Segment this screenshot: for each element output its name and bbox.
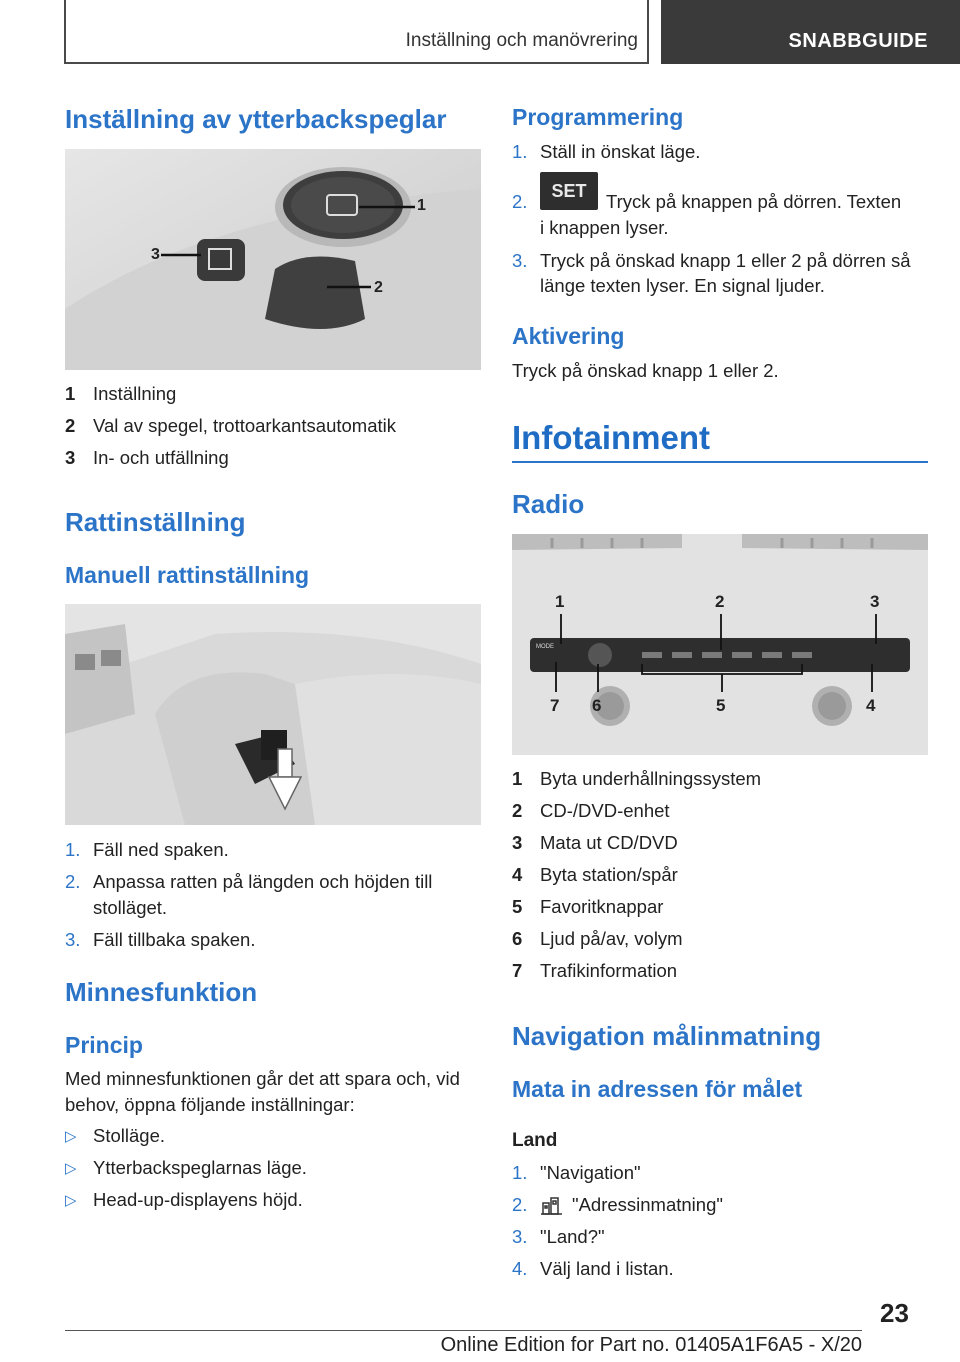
radio-callout-7: 7 [550, 696, 560, 715]
mirror-legend-3 [65, 445, 229, 471]
legend-key: 7 [512, 960, 523, 981]
steering-subheading: Manuell rattinställning [65, 562, 310, 588]
legend-key: 3 [512, 832, 523, 853]
page-number: 23 [880, 1298, 909, 1328]
programming-heading: Programmering [512, 104, 684, 130]
nav-step-1 [512, 1160, 641, 1186]
bullet-text: Ytterbackspeglarnas läge. [93, 1157, 307, 1178]
legend-value: In- och utfällning [93, 447, 229, 468]
prog-step-1 [512, 139, 700, 165]
legend-value: Val av spegel, trottoarkantsautomatik [93, 415, 397, 436]
radio-callout-2: 2 [715, 592, 725, 611]
steering-step-1 [65, 837, 229, 863]
bullet-text: Head-up-displayens höjd. [93, 1189, 303, 1210]
prog-step-3-cont [540, 273, 825, 299]
legend-key: 1 [65, 383, 76, 404]
header-rule-right [647, 0, 649, 64]
prog-step-2 [512, 172, 901, 215]
radio-callout-3: 3 [870, 592, 880, 611]
legend-value: CD-/DVD-enhet [540, 800, 670, 821]
nav-step-4 [512, 1256, 674, 1282]
prog-step-2-cont [540, 215, 669, 241]
radio-legend-4 [512, 862, 678, 888]
header-tab: SNABBGUIDE [661, 0, 960, 64]
step-key: 2. [512, 191, 528, 212]
mirror-callout-1: 1 [417, 197, 426, 214]
prog-step-3 [512, 248, 911, 274]
set-button-icon: SET [540, 172, 598, 210]
navigation-land-label: Land [512, 1130, 558, 1151]
step-key: 1. [512, 1162, 528, 1183]
header-rule-bottom [64, 62, 648, 64]
bullet-text: Stolläge. [93, 1125, 165, 1146]
infotainment-rule [512, 461, 928, 463]
memory-subheading: Princip [65, 1032, 143, 1058]
step-key: 3. [65, 929, 81, 950]
mirror-callout-3: 3 [151, 246, 160, 263]
radio-callout-1: 1 [555, 592, 565, 611]
mirror-callout-2: 2 [374, 279, 383, 296]
step-key: 1. [65, 839, 81, 860]
legend-value: Trafikinformation [540, 960, 678, 981]
legend-key: 3 [65, 447, 76, 468]
memory-bullet-3 [65, 1187, 303, 1214]
memory-heading: Minnesfunktion [65, 977, 258, 1007]
step-key: 2. [65, 871, 81, 892]
footer-rule [65, 1330, 862, 1331]
memory-bullet-2 [65, 1155, 307, 1182]
navigation-subheading: Mata in adressen för målet [512, 1076, 803, 1102]
step-text-cont: i knappen lyser. [540, 217, 669, 238]
steering-step-2 [65, 869, 432, 895]
legend-value: Byta station/spår [540, 864, 678, 885]
step-key: 3. [512, 1226, 528, 1247]
nav-step-3 [512, 1224, 605, 1250]
step-key: 2. [512, 1194, 528, 1215]
memory-text-1: Med minnesfunktionen går det att spara och, vid [65, 1068, 460, 1089]
step-text: Fäll ned spaken. [93, 839, 229, 860]
legend-value: Byta underhållningssystem [540, 768, 762, 789]
steering-heading: Rattinställning [65, 507, 246, 537]
legend-key: 4 [512, 864, 523, 885]
radio-legend-3 [512, 830, 678, 856]
steering-step-2-cont [93, 895, 167, 921]
memory-text-2: behov, öppna följande inställningar: [65, 1094, 355, 1115]
step-key: 3. [512, 250, 528, 271]
radio-callout-4: 4 [866, 696, 876, 715]
bullet-icon: ▷ [65, 1192, 77, 1209]
step-text: Ställ in önskat läge. [540, 141, 701, 162]
navigation-heading: Navigation målinmatning [512, 1021, 822, 1051]
legend-key: 2 [512, 800, 523, 821]
step-key: 1. [512, 141, 528, 162]
step-text-cont: länge texten lyser. En signal ljuder. [540, 275, 825, 296]
activation-heading: Aktivering [512, 323, 625, 349]
mirror-control-image [65, 149, 481, 370]
step-text-cont: stolläget. [93, 897, 168, 918]
step-text: Välj land i listan. [540, 1258, 674, 1279]
radio-mode-label: MODE [536, 644, 554, 650]
step-text: Tryck på önskad knapp 1 eller 2 på dörren så [540, 250, 911, 271]
infotainment-heading: Infotainment [512, 419, 710, 456]
step-text: Anpassa ratten på längden och höjden till [93, 871, 433, 892]
address-input-icon [540, 1194, 564, 1216]
radio-panel-image [512, 534, 928, 755]
step-text: Fäll tillbaka spaken. [93, 929, 256, 950]
radio-legend-6 [512, 926, 683, 952]
legend-key: 1 [512, 768, 523, 789]
steering-step-3 [65, 927, 255, 953]
mirror-heading: Inställning av ytterbackspeglar [65, 104, 447, 134]
step-text: "Adressinmatning" [572, 1194, 723, 1215]
header-section-title: Inställning och manövrering [405, 30, 638, 51]
step-text: Tryck på knappen på dörren. Texten [606, 191, 902, 212]
mirror-legend-1 [65, 381, 176, 407]
legend-key: 6 [512, 928, 523, 949]
step-text: "Land?" [540, 1226, 605, 1247]
mirror-legend-2 [65, 413, 396, 439]
radio-callout-6: 6 [592, 696, 602, 715]
radio-legend-1 [512, 766, 761, 792]
radio-heading: Radio [512, 489, 585, 519]
steering-lever-image [65, 604, 481, 825]
legend-value: Inställning [93, 383, 177, 404]
nav-step-2 [512, 1192, 723, 1218]
memory-bullet-1 [65, 1123, 165, 1150]
step-text: "Navigation" [540, 1162, 641, 1183]
legend-key: 5 [512, 896, 523, 917]
radio-callout-5: 5 [716, 696, 726, 715]
footer-edition: Online Edition for Part no. 01405A1F6A5 - X/20 [440, 1334, 862, 1356]
legend-key: 2 [65, 415, 76, 436]
legend-value: Favoritknappar [540, 896, 664, 917]
radio-legend-2 [512, 798, 670, 824]
radio-legend-7 [512, 958, 677, 984]
bullet-icon: ▷ [65, 1128, 77, 1145]
legend-value: Ljud på/av, volym [540, 928, 683, 949]
step-key: 4. [512, 1258, 528, 1279]
legend-value: Mata ut CD/DVD [540, 832, 678, 853]
bullet-icon: ▷ [65, 1160, 77, 1177]
radio-legend-5 [512, 894, 663, 920]
activation-text: Tryck på önskad knapp 1 eller 2. [512, 360, 779, 381]
